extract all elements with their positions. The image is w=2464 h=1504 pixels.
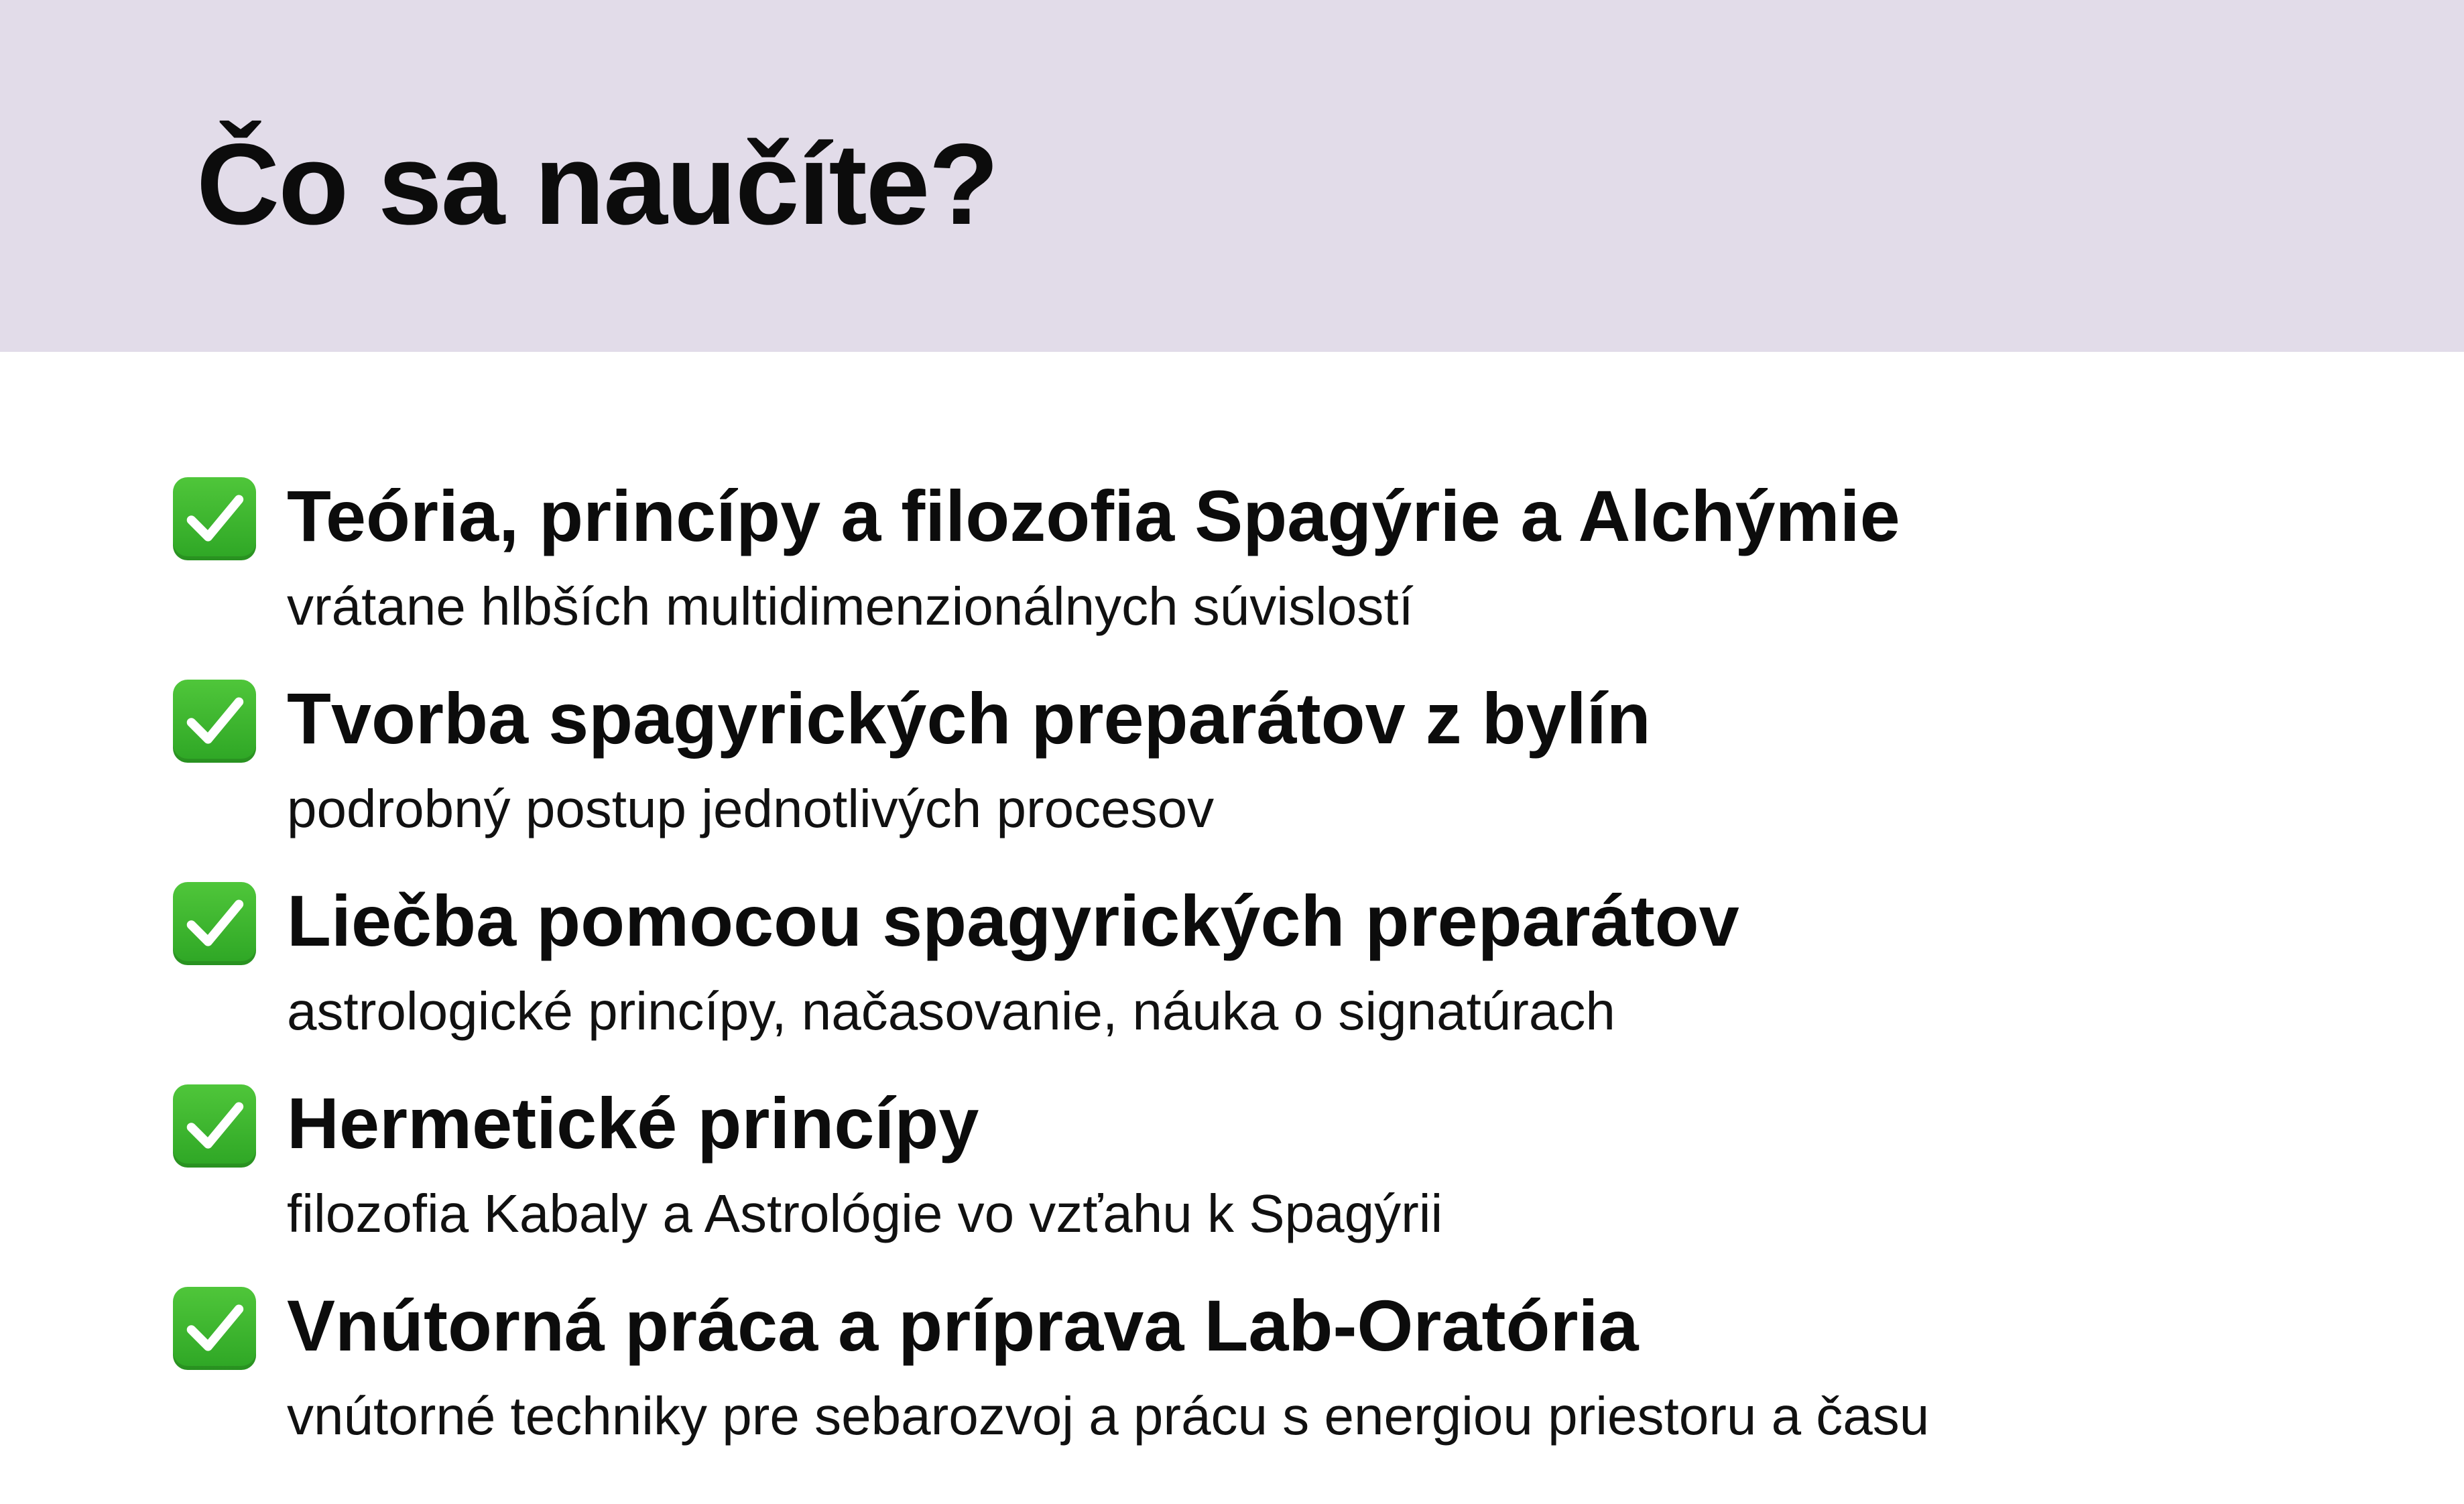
item-subtitle: astrologické princípy, načasovanie, náuka o signatúrach bbox=[287, 981, 1615, 1041]
list-item bbox=[173, 672, 2385, 846]
slide-title: Čo sa naučíte? bbox=[196, 120, 998, 249]
check-mark-icon bbox=[173, 882, 256, 965]
check-mark-icon bbox=[173, 477, 256, 560]
list-item bbox=[173, 1279, 2385, 1453]
check-mark-icon bbox=[173, 680, 256, 763]
item-title: Hermetické princípy bbox=[287, 1082, 979, 1164]
list-item bbox=[173, 469, 2385, 643]
item-subtitle: vrátane hlbších multidimenzionálnych súvislostí bbox=[287, 576, 1414, 636]
list-item bbox=[173, 874, 2385, 1048]
check-mark-icon bbox=[173, 1287, 256, 1370]
check-mark-icon bbox=[173, 1084, 256, 1168]
item-subtitle: vnútorné techniky pre sebarozvoj a prácu s energiou priestoru a času bbox=[287, 1386, 1930, 1446]
list-item bbox=[173, 1076, 2385, 1251]
item-subtitle: podrobný postup jednotlivých procesov bbox=[287, 779, 1215, 838]
item-subtitle: filozofia Kabaly a Astrológie vo vzťahu k Spagýrii bbox=[287, 1184, 1443, 1243]
item-title: Tvorba spagyrických preparátov z bylín bbox=[287, 678, 1651, 759]
item-title: Liečba pomocou spagyrických preparátov bbox=[287, 880, 1739, 961]
item-title: Teória, princípy a filozofia Spagýrie a Alchýmie bbox=[287, 475, 1900, 556]
item-title: Vnútorná práca a príprava Lab-Oratória bbox=[287, 1285, 1639, 1366]
